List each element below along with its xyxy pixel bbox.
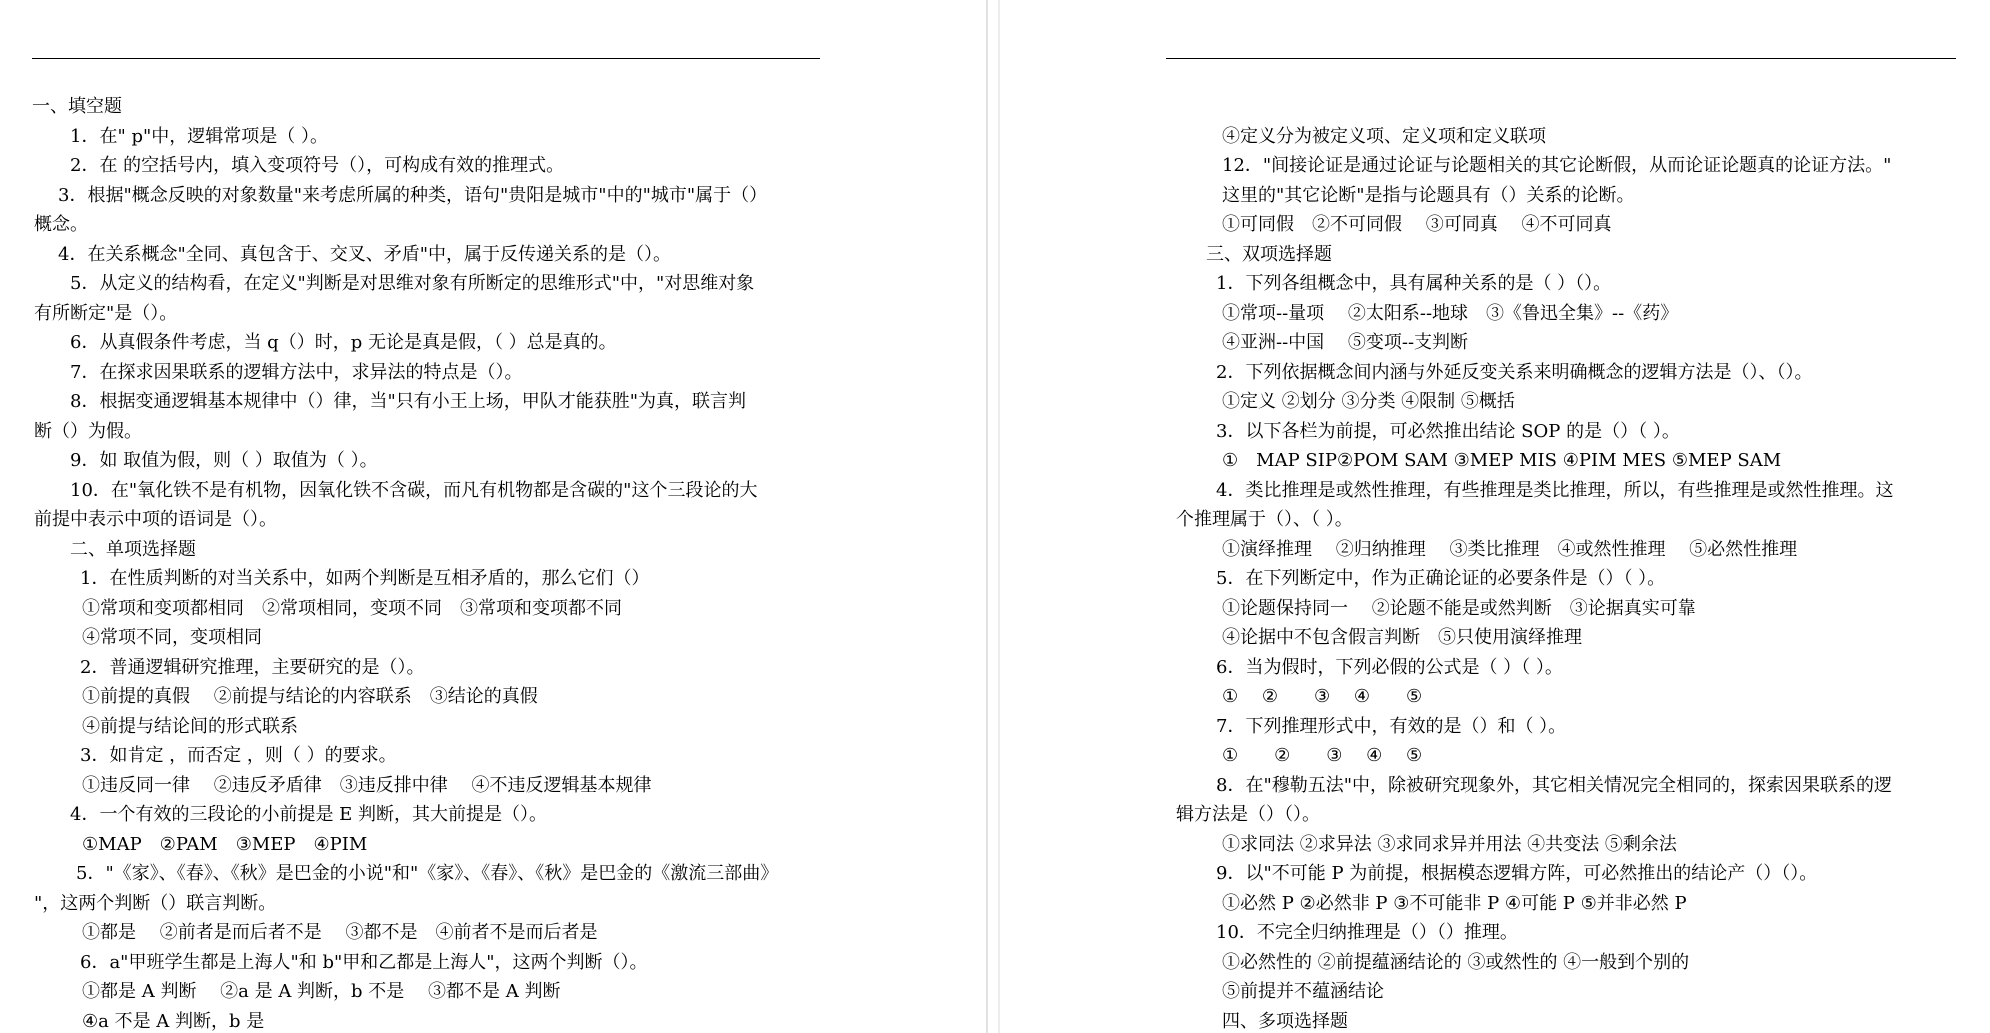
question-line: 2．普通逻辑研究推理，主要研究的是（）。 xyxy=(80,657,425,678)
question-line: 6．当为假时，下列必假的公式是（ ）（ ）。 xyxy=(1216,657,1563,678)
option-line: ④a 不是 A 判断，b 是 xyxy=(82,1011,265,1032)
question-line: 4．在关系概念"全同、真包含于、交叉、矛盾"中，属于反传递关系的是（）。 xyxy=(58,244,672,265)
option-line: ①常项和变项都相同 ②常项相同，变项不同 ③常项和变项都不同 xyxy=(82,598,622,619)
option-line: ④亚洲--中国 ⑤变项--支判断 xyxy=(1222,332,1469,353)
question-line: 3．根据"概念反映的对象数量"来考虑所属的种类，语句"贵阳是城市"中的"城市"属于（） xyxy=(58,185,768,206)
option-line: ①必然性的 ②前提蕴涵结论的 ③或然性的 ④一般到个别的 xyxy=(1222,952,1690,973)
section-heading-fill-blank: 一、填空题 xyxy=(32,96,122,117)
option-line: ①可同假 ②不可同假 ③可同真 ④不可同真 xyxy=(1222,214,1612,235)
option-line: ⑤前提并不蕴涵结论 xyxy=(1222,981,1384,1002)
option-line: ①违反同一律 ②违反矛盾律 ③违反排中律 ④不违反逻辑基本规律 xyxy=(82,775,652,796)
option-line: ① MAP SIP②POM SAM ③MEP MIS ④PIM MES ⑤MEP SAM xyxy=(1222,450,1782,471)
question-line: 前提中表示中项的语词是（）。 xyxy=(34,509,277,530)
option-line: ①必然 P ②必然非 P ③不可能非 P ④可能 P ⑤并非必然 P xyxy=(1222,893,1687,914)
question-line: 10．不完全归纳推理是（）（）推理。 xyxy=(1216,922,1518,943)
option-line: ①常项--量项 ②太阳系--地球 ③《鲁迅全集》--《药》 xyxy=(1222,303,1679,324)
question-line: 5．"《家》、《春》、《秋》是巴金的小说"和"《家》、《春》、《秋》是巴金的《激流三部曲》 xyxy=(76,863,779,884)
question-line: 6．a"甲班学生都是上海人"和 b"甲和乙都是上海人"，这两个判断（）。 xyxy=(80,952,648,973)
option-line: ①都是 ②前者是而后者不是 ③都不是 ④前者不是而后者是 xyxy=(82,922,598,943)
question-line: 这里的"其它论断"是指与论题具有（）关系的论断。 xyxy=(1222,185,1635,206)
question-line: 4．一个有效的三段论的小前提是 E 判断，其大前提是（）。 xyxy=(70,804,548,825)
option-line: ①定义 ②划分 ③分类 ④限制 ⑤概括 xyxy=(1222,391,1515,412)
question-line: 7．下列推理形式中，有效的是（）和（ ）。 xyxy=(1216,716,1567,737)
question-line: 9．以"不可能 P 为前提，根据模态逻辑方阵，可必然推出的结论产（）（）。 xyxy=(1216,863,1818,884)
question-line: 3．以下各栏为前提，可必然推出结论 SOP 的是（）（ ）。 xyxy=(1216,421,1680,442)
question-line: 辑方法是（）（）。 xyxy=(1176,804,1320,825)
page-separator xyxy=(986,0,1000,1033)
question-line: 5．在下列断定中，作为正确论证的必要条件是（）（ ）。 xyxy=(1216,568,1666,589)
option-line: ④前提与结论间的形式联系 xyxy=(82,716,298,737)
option-line: ①论题保持同一 ②论题不能是或然判断 ③论据真实可靠 xyxy=(1222,598,1696,619)
right-header-rule xyxy=(1166,58,1956,59)
option-line: ④常项不同，变项相同 xyxy=(82,627,262,648)
question-line: 2．在 的空括号内，填入变项符号（），可构成有效的推理式。 xyxy=(70,155,565,176)
question-line: 4．类比推理是或然性推理，有些推理是类比推理，所以，有些推理是或然性推理。这 xyxy=(1216,480,1894,501)
option-line: ① ② ③ ④ ⑤ xyxy=(1222,745,1423,766)
question-line: 个推理属于（）、（ ）。 xyxy=(1176,509,1353,530)
question-line: "，这两个判断（）联言判断。 xyxy=(34,893,277,914)
option-line: ① ② ③ ④ ⑤ xyxy=(1222,686,1423,707)
option-line: ①求同法 ②求异法 ③求同求异并用法 ④共变法 ⑤剩余法 xyxy=(1222,834,1677,855)
option-line: ④定义分为被定义项、定义项和定义联项 xyxy=(1222,126,1546,147)
question-line: 5．从定义的结构看，在定义"判断是对思维对象有所断定的思维形式"中，"对思维对象 xyxy=(70,273,755,294)
option-line: ①演绎推理 ②归纳推理 ③类比推理 ④或然性推理 ⑤必然性推理 xyxy=(1222,539,1798,560)
question-line: 8．根据变通逻辑基本规律中（）律，当"只有小王上场，甲队才能获胜"为真，联言判 xyxy=(70,391,747,412)
question-line: 8．在"穆勒五法"中，除被研究现象外，其它相关情况完全相同的，探索因果联系的逻 xyxy=(1216,775,1893,796)
question-line: 3．如肯定 ，而否定 ，则（ ）的要求。 xyxy=(80,745,397,766)
question-line: 概念。 xyxy=(34,214,88,235)
question-line: 10．在"氧化铁不是有机物，因氧化铁不含碳，而凡有机物都是含碳的"这个三段论的大 xyxy=(70,480,758,501)
option-line: ①前提的真假 ②前提与结论的内容联系 ③结论的真假 xyxy=(82,686,538,707)
section-heading-multiple-choice: 四、多项选择题 xyxy=(1222,1011,1348,1032)
question-line: 断（）为假。 xyxy=(34,421,142,442)
option-line: ①MAP ②PAM ③MEP ④PIM xyxy=(82,834,368,855)
question-line: 12．"间接论证是通过论证与论题相关的其它论断假，从而论证论题真的论证方法。" xyxy=(1222,155,1892,176)
section-heading-single-choice: 二、单项选择题 xyxy=(70,539,196,560)
left-page-edge xyxy=(986,0,988,1033)
option-line: ④论据中不包含假言判断 ⑤只使用演绎推理 xyxy=(1222,627,1582,648)
question-line: 有所断定"是（）。 xyxy=(34,303,178,324)
right-page-edge xyxy=(998,0,1000,1033)
question-line: 2．下列依据概念间内涵与外延反变关系来明确概念的逻辑方法是（）、（）。 xyxy=(1216,362,1813,383)
question-line: 1．在性质判断的对当关系中，如两个判断是互相矛盾的，那么它们（） xyxy=(80,568,650,589)
question-line: 9．如 取值为假，则（ ）取值为（ ）。 xyxy=(70,450,378,471)
question-line: 1．下列各组概念中，具有属种关系的是（ ）（）。 xyxy=(1216,273,1612,294)
section-heading-double-choice: 三、双项选择题 xyxy=(1206,244,1332,265)
question-line: 6．从真假条件考虑，当 q（）时，p 无论是真是假，（ ）总是真的。 xyxy=(70,332,617,353)
left-header-rule xyxy=(32,58,820,59)
option-line: ①都是 A 判断 ②a 是 A 判断，b 不是 ③都不是 A 判断 xyxy=(82,981,561,1002)
question-line: 7．在探求因果联系的逻辑方法中，求异法的特点是（）。 xyxy=(70,362,523,383)
question-line: 1．在" p"中，逻辑常项是（ ）。 xyxy=(70,126,328,147)
